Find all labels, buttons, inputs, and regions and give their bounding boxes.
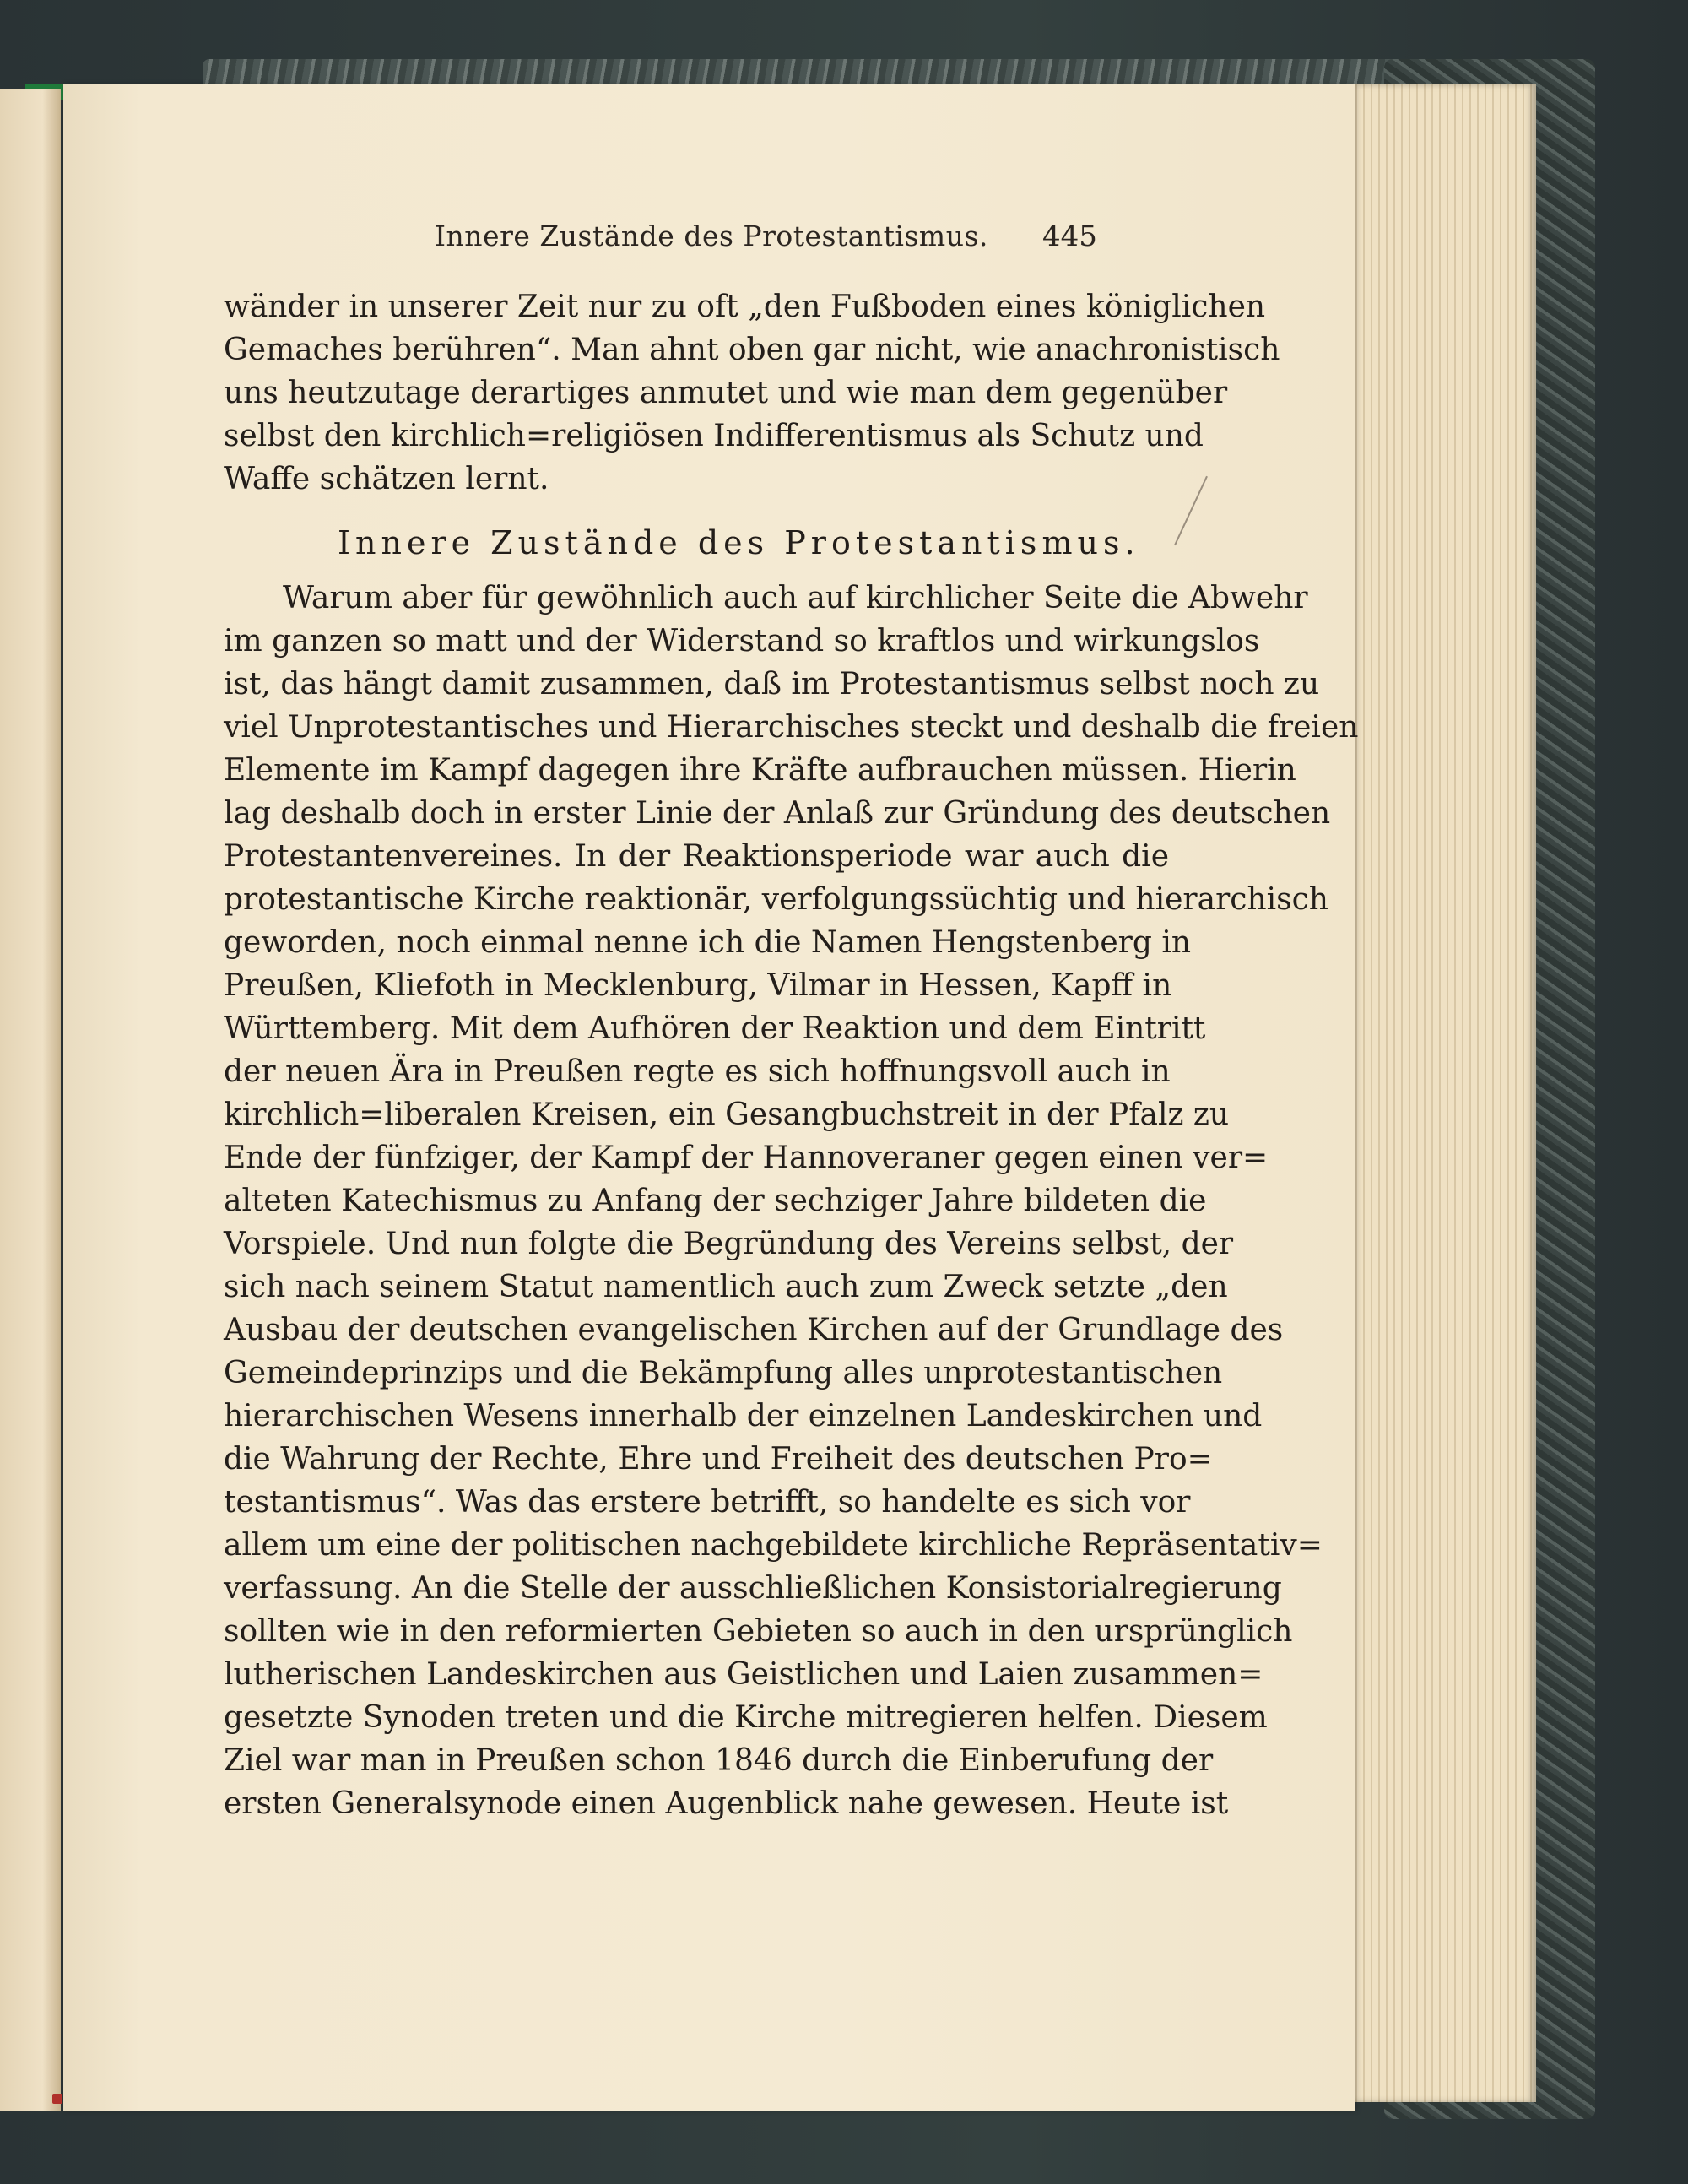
text-line: kirchlich=liberalen Kreisen, ein Gesangbuchstreit in der Pfalz zu (224, 1097, 1230, 1132)
pencil-mark (1174, 476, 1208, 545)
text-line: protestantische Kirche reaktionär, verfolgungssüchtig und hierarchisch (224, 882, 1328, 917)
text-line: viel Unprotestantisches und Hierarchisches steckt und deshalb die freien (224, 710, 1359, 745)
text-line: im ganzen so matt und der Widerstand so kraftlos und wirkungslos (224, 624, 1260, 658)
text-line: Protestantenvereines. In der Reaktionsperiode war auch die (224, 839, 1169, 874)
text-line: Waffe schätzen lernt. (224, 462, 549, 496)
book-page (63, 84, 1359, 2111)
section-heading: Innere Zustände des Protestantismus. (338, 524, 1140, 561)
text-line: Ende der fünfziger, der Kampf der Hannoveraner gegen einen ver= (224, 1141, 1269, 1175)
text-line: lutherischen Landeskirchen aus Geistlichen und Laien zusammen= (224, 1657, 1263, 1692)
text-line: gesetzte Synoden treten und die Kirche mitregieren helfen. Diesem (224, 1700, 1268, 1735)
text-line: hierarchischen Wesens innerhalb der einzelnen Landeskirchen und (224, 1399, 1263, 1433)
text-line: Vorspiele. Und nun folgte die Begründung des Vereins selbst, der (224, 1227, 1234, 1261)
text-line: der neuen Ära in Preußen regte es sich hoffnungsvoll auch in (224, 1054, 1171, 1089)
text-line: geworden, noch einmal nenne ich die Namen Hengstenberg in (224, 925, 1192, 960)
text-line: allem um eine der politischen nachgebildete kirchliche Repräsentativ= (224, 1528, 1323, 1563)
text-line: Gemeindeprinzips und die Bekämpfung alles unprotestantischen (224, 1356, 1223, 1390)
text-line: lag deshalb doch in erster Linie der Anlaß zur Gründung des deutschen (224, 796, 1331, 831)
facing-page-edge (0, 89, 61, 2111)
text-line: verfassung. An die Stelle der ausschließlichen Konsistorialregierung (224, 1571, 1282, 1606)
text-line: selbst den kirchlich=religiösen Indifferentismus als Schutz und (224, 419, 1204, 453)
text-line: ist, das hängt damit zusammen, daß im Protestantismus selbst noch zu (224, 667, 1320, 702)
text-line: testantismus“. Was das erstere betrifft, so handelte es sich vor (224, 1485, 1191, 1520)
page-stack-edges (1342, 84, 1536, 2102)
text-line: Ausbau der deutschen evangelischen Kirchen auf der Grundlage des (224, 1313, 1284, 1347)
text-line: Württemberg. Mit dem Aufhören der Reaktion und dem Eintritt (224, 1011, 1206, 1046)
page-number: 445 (1042, 219, 1097, 253)
running-head: Innere Zustände des Protestantismus. (435, 219, 988, 252)
text-line: ersten Generalsynode einen Augenblick nahe gewesen. Heute ist (224, 1786, 1229, 1821)
text-line: Preußen, Kliefoth in Mecklenburg, Vilmar in Hessen, Kapff in (224, 968, 1172, 1003)
text-line: alteten Katechismus zu Anfang der sechziger Jahre bildeten die (224, 1184, 1207, 1218)
text-line: Ziel war man in Preußen schon 1846 durch die Einberufung der (224, 1743, 1214, 1778)
text-line: sich nach seinem Statut namentlich auch zum Zweck setzte „den (224, 1270, 1228, 1304)
body-text (224, 285, 1359, 1825)
text-line: Warum aber für gewöhnlich auch auf kirchlicher Seite die Abwehr (283, 581, 1308, 615)
text-line: uns heutzutage derartiges anmutet und wie man dem gegenüber (224, 376, 1228, 410)
ink-spot (52, 2094, 62, 2104)
text-line: sollten wie in den reformierten Gebieten so auch in den ursprünglich (224, 1614, 1293, 1649)
text-line: Elemente im Kampf dagegen ihre Kräfte aufbrauchen müssen. Hierin (224, 753, 1296, 788)
text-line: die Wahrung der Rechte, Ehre und Freiheit des deutschen Pro= (224, 1442, 1213, 1477)
text-line: wänder in unserer Zeit nur zu oft „den Fußboden eines königlichen (224, 290, 1266, 324)
text-line: Gemaches berühren“. Man ahnt oben gar nicht, wie anachronistisch (224, 333, 1280, 367)
